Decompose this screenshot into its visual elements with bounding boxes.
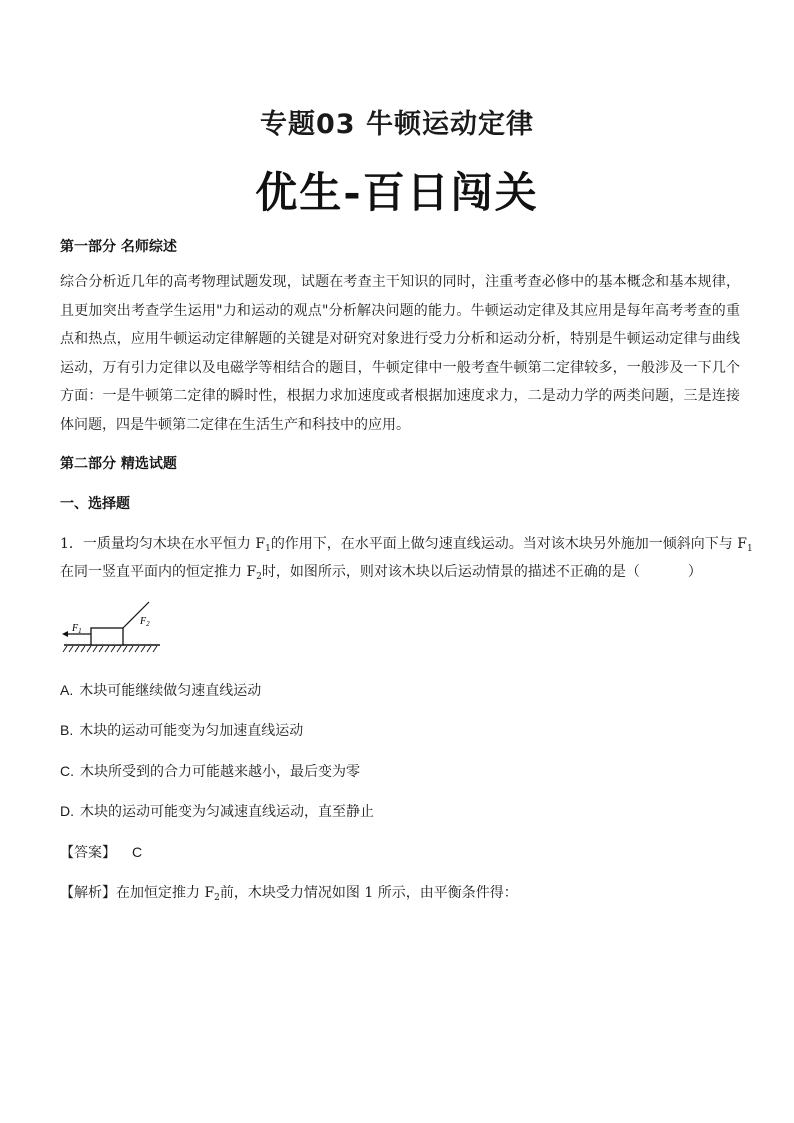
analysis-label: 【解析】 [60, 885, 116, 901]
option-c-text: 木块所受到的合力可能越来越小，最后变为零 [80, 764, 360, 780]
analysis-text-b: 前，木块受力情况如图 1 所示，由平衡条件得： [219, 885, 518, 901]
subscript: 2 [256, 572, 262, 582]
f2-label: $F_2$ [140, 616, 150, 628]
option-d [60, 801, 374, 821]
option-d-text: 木块的运动可能变为匀减速直线运动，直至静止 [80, 804, 374, 820]
option-b-text: 木块的运动可能变为匀加速直线运动 [79, 723, 304, 739]
option-d-letter: D. [60, 803, 74, 819]
question-1-line-1-part-a: 1．一质量均匀木块在水平恒力 F [60, 536, 266, 552]
answer-label: 【答案】 [60, 845, 116, 861]
force-diagram-figure [60, 598, 170, 654]
question-1-line-2-part-a: 在同一竖直平面内的恒定推力 F [60, 564, 257, 580]
analysis-line [60, 882, 518, 903]
question-1-line-2 [60, 561, 702, 582]
option-b [60, 720, 303, 740]
option-c [60, 761, 360, 781]
wooden-block [91, 628, 123, 645]
option-a-letter: A. [60, 682, 74, 698]
section-heading-part1: 第一部分 名师综述 [60, 239, 177, 255]
f1-label: $F_1$ [72, 623, 82, 635]
analysis-text-a: 在加恒定推力 F [116, 885, 215, 901]
question-1-line-1-part-b: 的作用下，在水平面上做匀速直线运动。当对该木块另外施加一倾斜向下与 F [270, 536, 747, 552]
option-c-letter: C. [60, 763, 74, 779]
subscript: 1 [265, 544, 271, 554]
subsection-heading-choice: 一、选择题 [60, 496, 130, 512]
summary-paragraph: 综合分析近几年的高考物理试题发现，试题在考查主干知识的同时，注重考查必修中的基本概念和基本规律，且更加突出考查学生运用"力和运动的观点"分析解决问题的能力。牛顿运动定律及其应用是每年高考考查的重点和热点，应用牛顿运动定律解题的关键是对研究对象进行受力分析和运动分析，特别是牛顿运动定律与曲线运动，万有引力定律以及电磁学等相结合的题目，牛顿定律中一般考查牛顿第二定律较多，一般涉及一下几个方面：一是牛顿第二定律的瞬时性，根据力求加速度或者根据加速度求力，二是动力学的两类问题，三是连接体问题，四是牛顿第二定律在生活生产和科技中的应用。 [60, 274, 740, 433]
ground-surface [63, 645, 160, 652]
document-subtitle: 优生-百日闯关 [255, 168, 539, 217]
document-title: 专题03 牛顿运动定律 [260, 109, 534, 140]
subscript: 2 [214, 893, 220, 903]
answer-line [60, 842, 142, 862]
option-a [60, 680, 261, 700]
question-1-line-2-part-b: 时，如图所示，则对该木块以后运动情景的描述不正确的是（ [261, 564, 640, 580]
option-b-letter: B. [60, 722, 74, 738]
section-heading-part2: 第二部分 精选试题 [60, 456, 177, 472]
question-1-line-2-part-c: ） [687, 564, 702, 580]
answer-value: C [132, 844, 143, 860]
option-a-text: 木块可能继续做匀速直线运动 [79, 683, 262, 699]
question-1-line-1 [60, 533, 753, 554]
subscript: 1 [746, 544, 753, 554]
